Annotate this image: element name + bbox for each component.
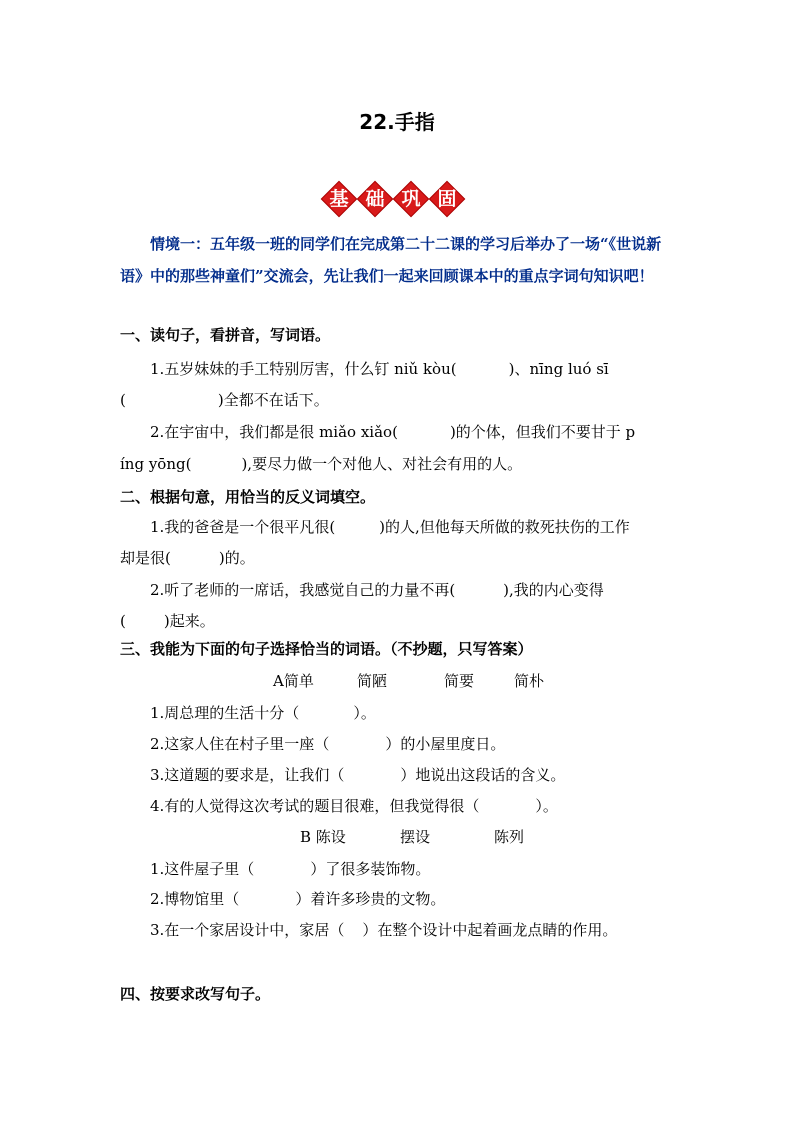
text: )起来。 xyxy=(163,612,215,630)
page-title: 22.手指 xyxy=(359,110,435,134)
text: )全都不在话下。 xyxy=(217,391,329,409)
text: ）了很多装饰物。 xyxy=(310,860,431,878)
q4-heading: 四、按要求改写句子。 xyxy=(120,985,271,1003)
q1-heading: 一、读句子，看拼音，写词语。 xyxy=(120,326,331,344)
text: ),要尽力做一个对他人、对社会有用的人。 xyxy=(241,455,523,473)
option-a-4: 简朴 xyxy=(514,672,545,690)
text: ）。 xyxy=(535,797,558,815)
banner-badge xyxy=(358,182,392,216)
q3-heading: 三、我能为下面的句子选择恰当的词语。（不抄题，只写答案） xyxy=(120,640,533,658)
q3-a-sentence-4 xyxy=(150,795,558,816)
option-a-1: A简单 xyxy=(273,672,314,690)
option-b-1: B 陈设 xyxy=(300,828,346,846)
section-banner xyxy=(322,182,464,216)
q1-sentence-2-cont xyxy=(120,453,522,474)
option-b-2: 摆设 xyxy=(400,828,431,846)
text: )的。 xyxy=(218,549,255,567)
text: 2.这家人住在村子里一座（ xyxy=(150,735,330,753)
text: ),我的内心变得 xyxy=(503,581,604,599)
q2-sentence-1 xyxy=(150,516,630,537)
text: )的人,但他每天所做的救死扶伤的工作 xyxy=(379,518,630,536)
text: íng yōng( xyxy=(120,455,192,473)
text: )的个体，但我们不要甘于 p xyxy=(449,423,636,441)
text: ( xyxy=(120,391,126,409)
text: 3.这道题的要求是，让我们（ xyxy=(150,766,345,784)
q2-heading: 二、根据句意，用恰当的反义词填空。 xyxy=(120,488,376,506)
banner-badge xyxy=(430,182,464,216)
option-b-3: 陈列 xyxy=(494,828,525,846)
text: ）地说出这段话的含义。 xyxy=(400,766,566,784)
banner-char: 础 xyxy=(365,188,385,210)
text: 2.在宇宙中，我们都是很 miǎo xiǎo( xyxy=(150,423,398,441)
text: 4.有的人觉得这次考试的题目很难，但我觉得很（ xyxy=(150,797,480,815)
text: ）的小屋里度日。 xyxy=(385,735,506,753)
q3-a-sentence-1 xyxy=(150,702,376,723)
q2-sentence-2-cont xyxy=(120,610,215,631)
option-a-2: 简陋 xyxy=(357,672,388,690)
q3-b-sentence-3 xyxy=(150,919,617,940)
text: 1.五岁妹妹的手工特别厉害，什么钉 niǔ kòu( xyxy=(150,360,457,378)
scenario-intro: 情境一：五年级一班的同学们在完成第二十二课的学习后举办了一场“《世说新语》中的那些神童们”交流会，先让我们一起来回顾课本中的重点字词句知识吧！ xyxy=(120,235,662,285)
text: ）。 xyxy=(353,704,376,722)
q2-sentence-2 xyxy=(150,579,604,600)
text: 1.我的爸爸是一个很平凡很( xyxy=(150,518,336,536)
text: 却是很( xyxy=(120,549,171,567)
q3-b-sentence-2 xyxy=(150,888,445,909)
banner-char: 巩 xyxy=(401,188,421,210)
q1-sentence-2 xyxy=(150,421,635,442)
q1-sentence-1-cont xyxy=(120,389,329,410)
q2-sentence-1-cont xyxy=(120,547,255,568)
banner-char: 固 xyxy=(437,188,457,210)
q3-a-sentence-3 xyxy=(150,764,565,785)
text: 1.这件屋子里（ xyxy=(150,860,255,878)
text: 2.听了老师的一席话，我感觉自己的力量不再( xyxy=(150,581,456,599)
q3-a-sentence-2 xyxy=(150,733,505,754)
text: ( xyxy=(120,612,126,630)
banner-badge xyxy=(322,182,356,216)
q3-b-sentence-1 xyxy=(150,858,430,879)
text: ）在整个设计中起着画龙点睛的作用。 xyxy=(362,921,618,939)
option-a-3: 简要 xyxy=(444,672,475,690)
banner-badge xyxy=(394,182,428,216)
banner-char: 基 xyxy=(329,188,349,210)
q1-sentence-1 xyxy=(150,358,609,379)
text: 2.博物馆里（ xyxy=(150,890,240,908)
text: ）着许多珍贵的文物。 xyxy=(295,890,446,908)
text: 3.在一个家居设计中，家居（ xyxy=(150,921,345,939)
text: 1.周总理的生活十分（ xyxy=(150,704,300,722)
text: )、nīng luó sī xyxy=(508,360,609,378)
